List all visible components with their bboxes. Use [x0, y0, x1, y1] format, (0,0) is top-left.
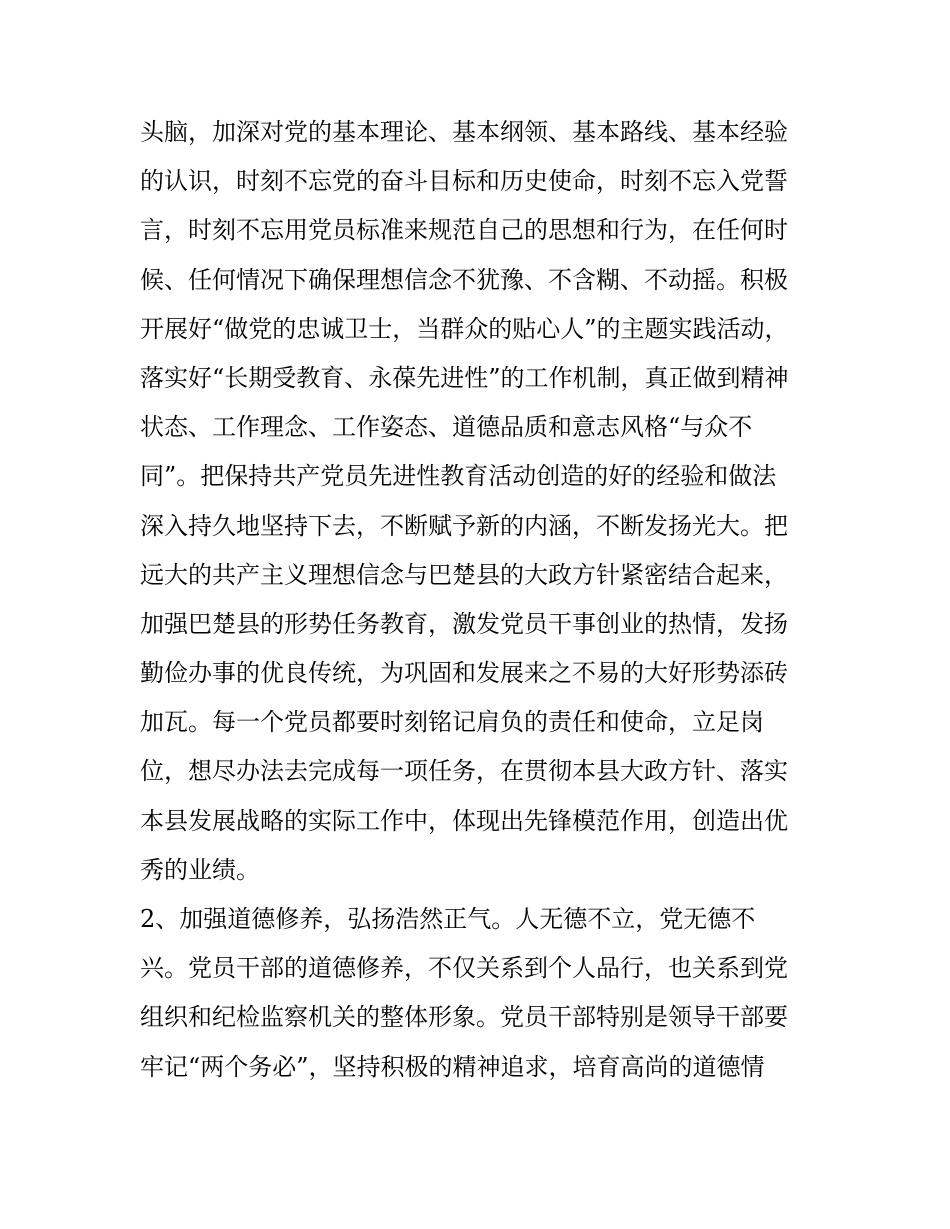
text-line: 候、任何情况下确保理想信念不犹豫、不含糊、不动摇。积极 [140, 265, 788, 294]
text-line: 言，时刻不忘用党员标准来规范自己的思想和行为，在任何时 [140, 216, 788, 245]
section-heading-line: 2、加强道德修养，弘扬浩然正气。人无德不立，党无德不 [140, 905, 756, 933]
text-line: 落实好“长期受教育、永葆先进性”的工作机制，真正做到精神 [140, 363, 789, 392]
text-line: 状态、工作理念、工作姿态、道德品质和意志风格“与众不 [140, 413, 753, 442]
text-line: 组织和纪检监察机关的整体形象。党员干部特别是领导干部要 [140, 1003, 788, 1032]
text-line: 秀的业绩。 [140, 855, 260, 884]
text-line: 牢记“两个务必”，坚持积极的精神追求，培育高尚的道德情 [140, 1052, 765, 1081]
text-line: 加强巴楚县的形势任务教育，激发党员干事创业的热情，发扬 [140, 609, 788, 638]
text-line: 加瓦。每一个党员都要时刻铭记肩负的责任和使命，立足岗 [140, 708, 764, 737]
text-line: 远大的共产主义理想信念与巴楚县的大政方针紧密结合起来， [140, 560, 788, 589]
text-line: 开展好“做党的忠诚卫士，当群众的贴心人”的主题实践活动， [140, 314, 789, 343]
document-body [140, 108, 820, 1092]
text-line: 的认识，时刻不忘党的奋斗目标和历史使命，时刻不忘入党誓 [140, 167, 788, 196]
text-line: 同”。把保持共产党员先进性教育活动创造的好的经验和做法 [140, 462, 777, 491]
text-line: 本县发展战略的实际工作中，体现出先锋模范作用，创造出优 [140, 806, 788, 835]
text-line: 头脑，加深对党的基本理论、基本纲领、基本路线、基本经验 [140, 118, 788, 146]
text-line: 勤俭办事的优良传统，为巩固和发展来之不易的大好形势添砖 [140, 659, 788, 688]
text-line: 深入持久地坚持下去，不断赋予新的内涵，不断发扬光大。把 [140, 511, 788, 540]
text-line: 位，想尽办法去完成每一项任务，在贯彻本县大政方针、落实 [140, 757, 788, 786]
text-line: 兴。党员干部的道德修养，不仅关系到个人品行，也关系到党 [140, 954, 788, 983]
